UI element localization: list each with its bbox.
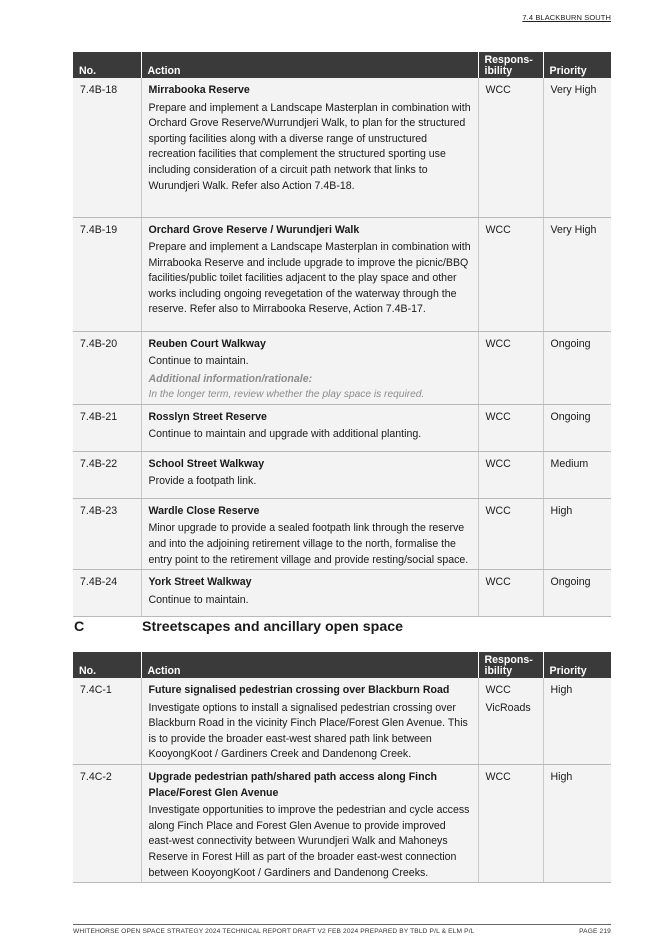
action-cell (141, 404, 478, 451)
priority: High (543, 764, 611, 882)
priority: Medium (543, 451, 611, 498)
action-title: Upgrade pedestrian path/shared path access along Finch Place/Forest Glen Avenue (148, 770, 437, 799)
action-number: 7.4B-21 (73, 404, 141, 451)
priority: Ongoing (543, 404, 611, 451)
responsibility: WCC (478, 331, 543, 404)
table-row (73, 451, 611, 498)
action-cell (141, 678, 478, 764)
column-header-priority: Priority (543, 652, 611, 678)
table-row (73, 331, 611, 404)
action-title: School Street Walkway (148, 457, 265, 470)
section-letter: C (74, 619, 85, 635)
action-description: Continue to maintain. (148, 355, 249, 368)
action-number: 7.4B-19 (73, 217, 141, 331)
table-row (73, 678, 611, 764)
action-cell (141, 498, 478, 569)
priority: Ongoing (543, 331, 611, 404)
responsibility (478, 678, 543, 764)
action-description: Prepare and implement a Landscape Masterplan in combination with Orchard Grove Reserve/Wurrundjeri Walk, to plan for the structured sporting facilities along with a diverse range of unstructured recreation facilities that complement the structured sporting use including consideration of a circuit path network that links to Wurundjeri Walk. Refer also Action 7.4B-18. (148, 101, 471, 192)
footer-page-number: PAGE 219 (579, 928, 611, 935)
action-number: 7.4B-23 (73, 498, 141, 569)
responsibility: WCC (478, 78, 543, 217)
action-description: Investigate options to install a signalised pedestrian crossing over Blackburn Road in the vicinity Finch Place/Forest Glen Avenue. This is to provide the broader east-west shared path link between KooyongKoot / Gardiners Creek and Dandenong Creek. (148, 701, 468, 761)
action-table-c (73, 652, 611, 883)
action-cell (141, 331, 478, 404)
action-title: Rosslyn Street Reserve (148, 410, 267, 423)
table-row (73, 78, 611, 217)
footer-report-info: WHITEHORSE OPEN SPACE STRATEGY 2024 TECHNICAL REPORT DRAFT V2 FEB 2024 PREPARED BY TBLD P/L & ELM P/L (73, 928, 475, 935)
action-number: 7.4B-24 (73, 570, 141, 617)
responsibility-primary: WCC (485, 684, 511, 696)
additional-info-text: In the longer term, review whether the play space is required. (148, 389, 425, 401)
responsibility: WCC (478, 764, 543, 882)
action-title: Reuben Court Walkway (148, 337, 266, 350)
action-title: Mirrabooka Reserve (148, 84, 250, 96)
page-footer (73, 924, 611, 935)
priority: Very High (543, 217, 611, 331)
table-row (73, 217, 611, 331)
table-row (73, 498, 611, 569)
action-description: Investigate opportunities to improve the pedestrian and cycle access along Finch Place and Forest Glen Avenue to provide improved east-west connectivity between Wurundjeri Walk and Mahoneys Reserve in Forest Hill as part of the broader east-west connection between KooyongKoot / Gardiners and Dandenong Creeks. (148, 804, 470, 879)
column-header-no: No. (73, 52, 141, 78)
action-description: Minor upgrade to provide a sealed footpath link through the reserve and into the adjoining retirement village to the north, formalise the entry point to the retirement village and provide resting/social space. (148, 522, 469, 566)
action-description: Continue to maintain and upgrade with additional planting. (148, 428, 422, 441)
action-number: 7.4B-22 (73, 451, 141, 498)
action-title: Wardle Close Reserve (148, 504, 260, 517)
action-description: Continue to maintain. (148, 593, 249, 606)
action-title: York Street Walkway (148, 576, 252, 589)
table-header-row (73, 652, 611, 678)
column-header-action: Action (141, 652, 478, 678)
action-cell (141, 764, 478, 882)
priority: Ongoing (543, 570, 611, 617)
section-header-link[interactable]: 7.4 BLACKBURN SOUTH (522, 13, 611, 22)
additional-info-heading: Additional information/rationale: (148, 372, 313, 385)
action-description: Prepare and implement a Landscape Masterplan in combination with Mirrabooka Reserve and include upgrade to improve the picnic/BBQ facilities/public toilet facilities adjacent to the play space and other works including ongoing revegetation of the waterway through the reserve. Refer also to Mirrabooka Reserve, Action 7.4B-17. (148, 241, 471, 316)
responsibility: WCC (478, 404, 543, 451)
column-header-responsibility: Respons- ibility (478, 652, 543, 678)
column-header-responsibility: Respons- ibility (478, 52, 543, 78)
action-number: 7.4B-20 (73, 331, 141, 404)
action-cell (141, 78, 478, 217)
table-row (73, 764, 611, 882)
responsibility: WCC (478, 498, 543, 569)
action-number: 7.4C-1 (73, 678, 141, 764)
action-description: Provide a footpath link. (148, 475, 257, 488)
table-row (73, 570, 611, 617)
column-header-action: Action (141, 52, 478, 78)
responsibility: WCC (478, 570, 543, 617)
table-row (73, 404, 611, 451)
priority: High (543, 678, 611, 764)
column-header-no: No. (73, 652, 141, 678)
action-table-b (73, 52, 611, 617)
table-header-row (73, 52, 611, 78)
action-cell (141, 570, 478, 617)
priority: High (543, 498, 611, 569)
action-title: Future signalised pedestrian crossing over Blackburn Road (148, 684, 450, 696)
action-number: 7.4C-2 (73, 764, 141, 882)
responsibility: WCC (478, 451, 543, 498)
action-number: 7.4B-18 (73, 78, 141, 217)
action-cell (141, 217, 478, 331)
section-title: Streetscapes and ancillary open space (142, 619, 404, 635)
priority: Very High (543, 78, 611, 217)
action-title: Orchard Grove Reserve / Wurundjeri Walk (148, 223, 360, 236)
column-header-priority: Priority (543, 52, 611, 78)
responsibility: WCC (478, 217, 543, 331)
action-cell (141, 451, 478, 498)
responsibility-secondary: VicRoads (485, 701, 531, 714)
